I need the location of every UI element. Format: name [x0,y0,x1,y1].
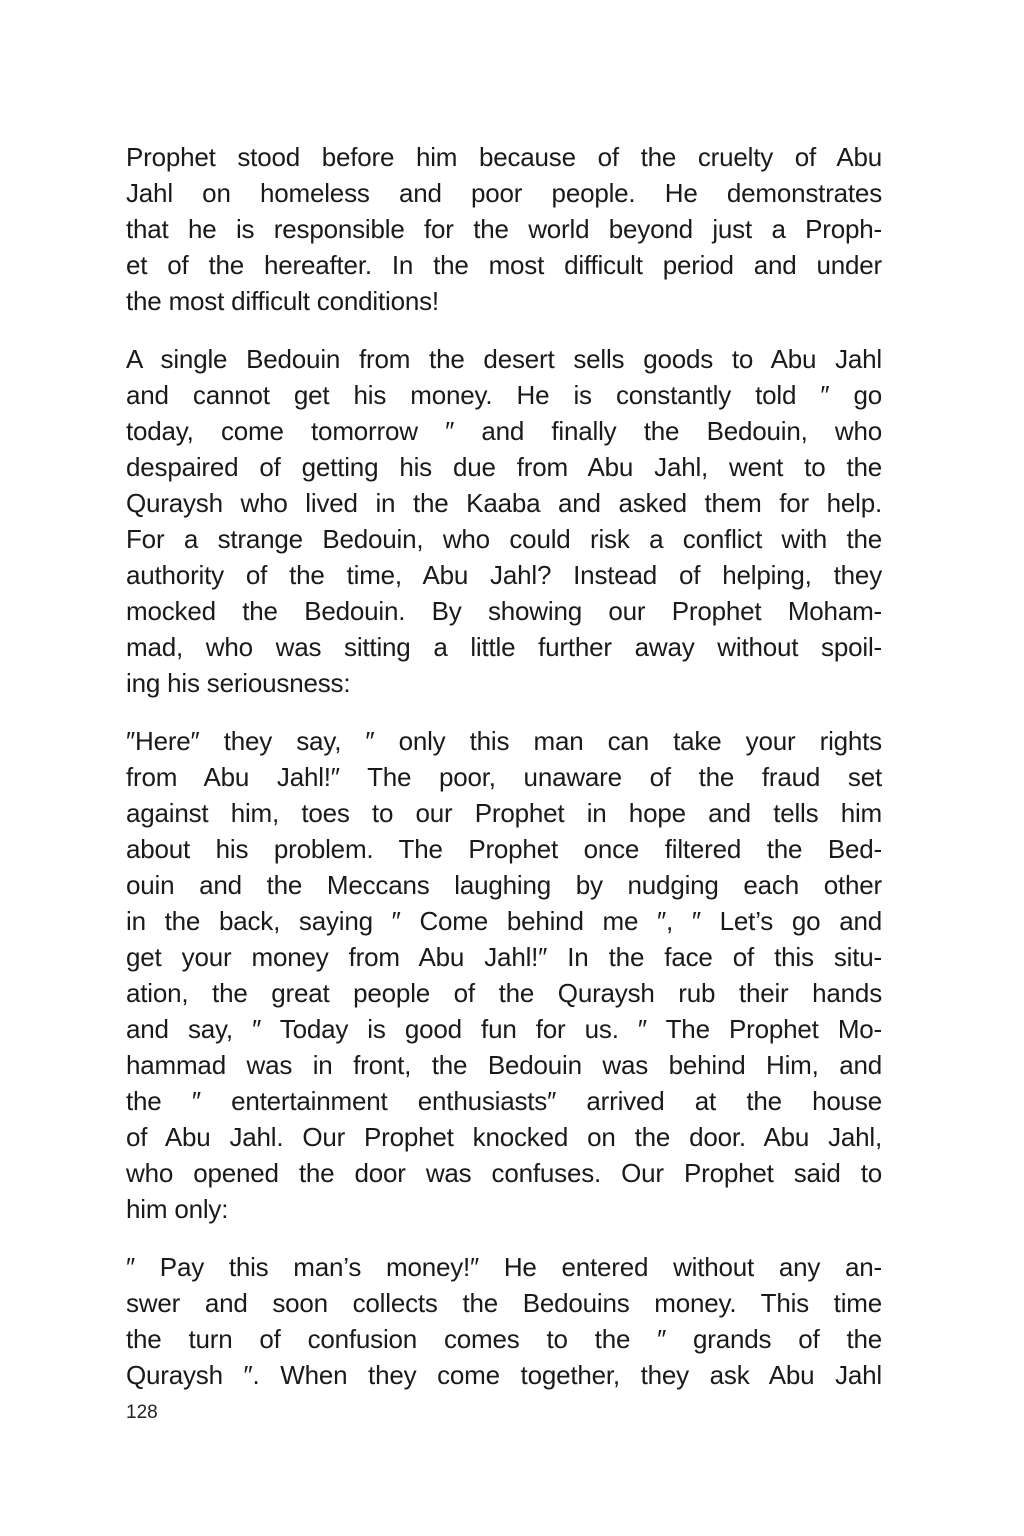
text-line: him only: [126,1194,229,1224]
text-line: For a strange Bedouin, who could risk a conflict with the [126,524,882,554]
text-line: et of the hereafter. In the most difficult period and under [126,250,882,280]
text-line: despaired of getting his due from Abu Jahl, went to the [126,452,882,482]
text-line: who opened the door was confuses. Our Prophet said to [126,1158,882,1188]
text-line: in the back, saying ″ Come behind me ″, ″ Let’s go and [126,906,882,936]
text-line: today, come tomorrow ″ and finally the Bedouin, who [126,416,882,446]
text-line: A single Bedouin from the desert sells goods to Abu Jahl [126,344,882,374]
text-line: ″Here″ they say, ″ only this man can take your rights [126,726,882,756]
text-line: mad, who was sitting a little further away without spoil- [126,632,882,662]
text-line: about his problem. The Prophet once filtered the Bed- [126,834,882,864]
text-line: Jahl on homeless and poor people. He demonstrates [126,178,882,208]
text-line: ation, the great people of the Quraysh rub their hands [126,978,882,1008]
text-line: and say, ″ Today is good fun for us. ″ The Prophet Mo- [126,1014,882,1044]
text-line: against him, toes to our Prophet in hope and tells him [126,798,882,828]
text-line: the most difficult conditions! [126,286,439,316]
body-text [126,139,882,1415]
text-line: ouin and the Meccans laughing by nudging each other [126,870,882,900]
text-line: from Abu Jahl!″ The poor, unaware of the fraud set [126,762,882,792]
paragraph [126,341,882,701]
page-number: 128 [126,1402,158,1423]
paragraph [126,723,882,1227]
text-line: of Abu Jahl. Our Prophet knocked on the door. Abu Jahl, [126,1122,882,1152]
text-line: and cannot get his money. He is constantly told ″ go [126,380,882,410]
text-line: swer and soon collects the Bedouins money. This time [126,1288,882,1318]
text-line: authority of the time, Abu Jahl? Instead of helping, they [126,560,882,590]
text-line: Quraysh who lived in the Kaaba and asked them for help. [126,488,882,518]
paragraph [126,1249,882,1393]
text-line: get your money from Abu Jahl!″ In the face of this situ- [126,942,882,972]
text-line: mocked the Bedouin. By showing our Prophet Moham- [126,596,882,626]
text-line: the turn of confusion comes to the ″ grands of the [126,1324,882,1354]
text-line: ″ Pay this man’s money!″ He entered without any an- [126,1252,882,1282]
text-line: that he is responsible for the world beyond just a Proph- [126,214,882,244]
text-line: ing his seriousness: [126,668,351,698]
text-line: Quraysh ″. When they come together, they ask Abu Jahl [126,1360,882,1390]
text-line: Prophet stood before him because of the cruelty of Abu [126,142,882,172]
text-line: the ″ entertainment enthusiasts″ arrived at the house [126,1086,882,1116]
text-line: hammad was in front, the Bedouin was behind Him, and [126,1050,882,1080]
paragraph [126,139,882,319]
